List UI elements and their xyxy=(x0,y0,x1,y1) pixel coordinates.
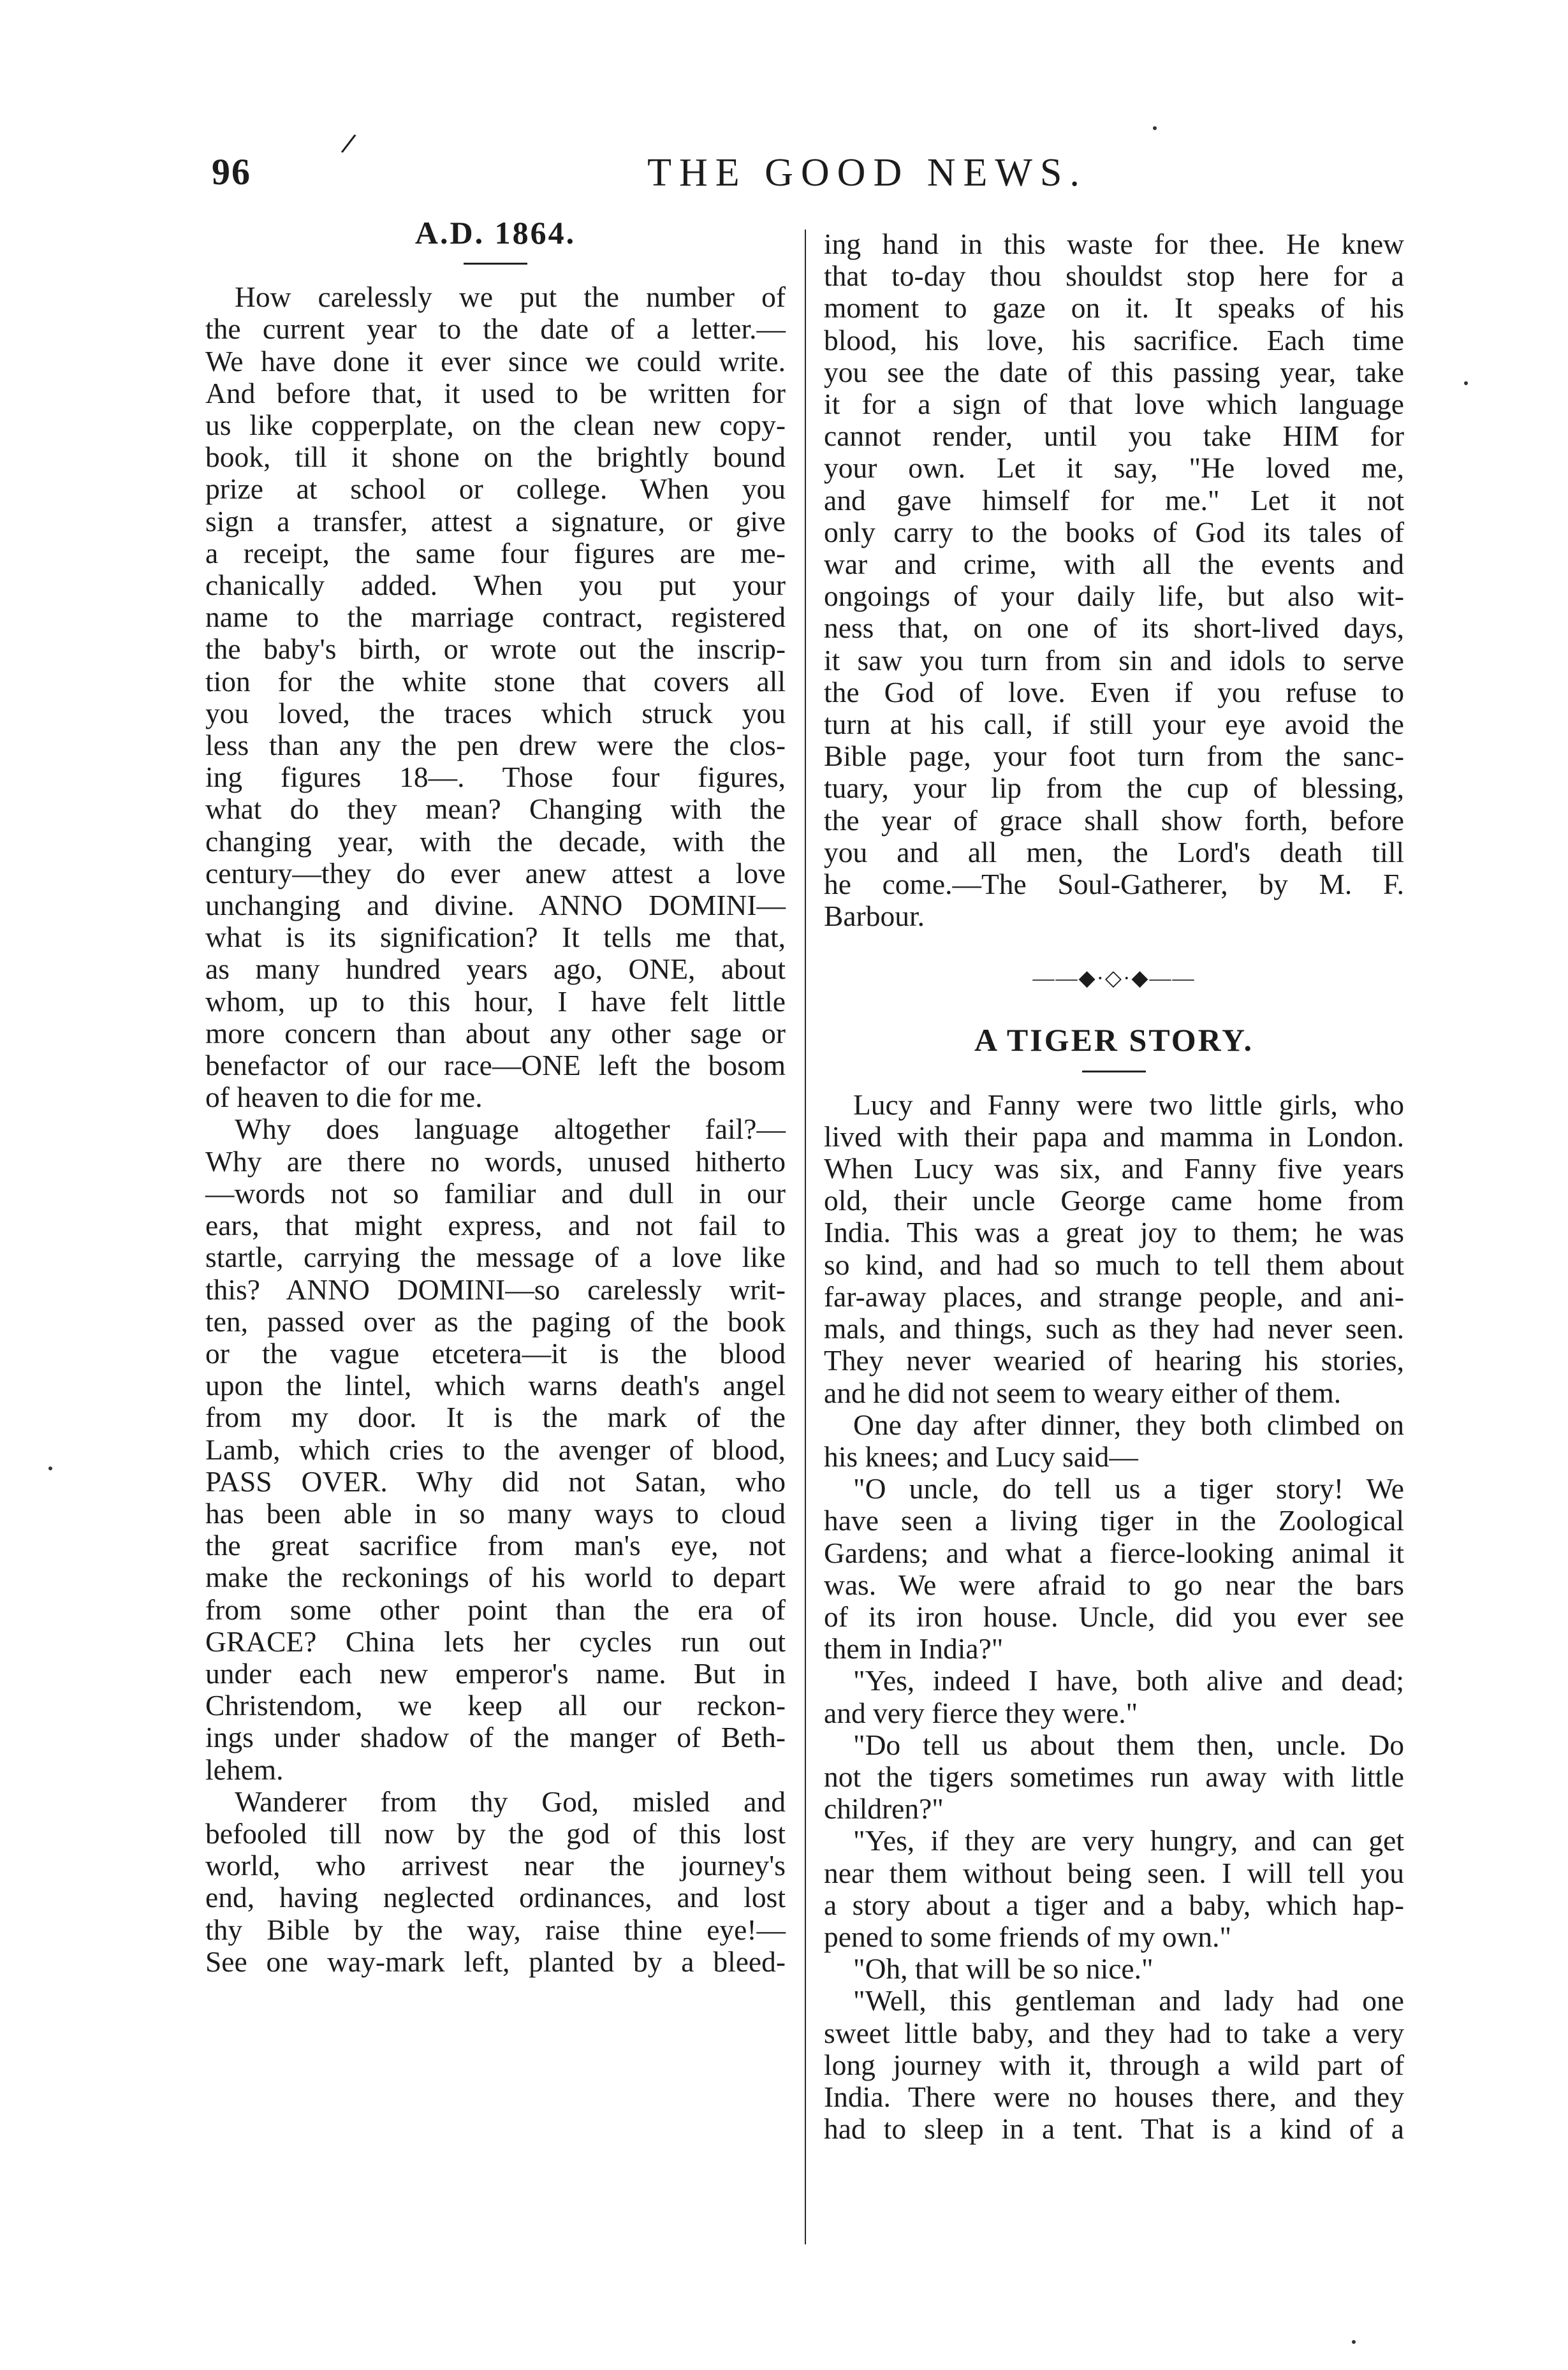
text-line: near them without being seen. I will tell you xyxy=(824,1856,1404,1889)
text-line: what is its signification? It tells me that, xyxy=(205,921,786,954)
text-line: mals, and things, such as they had never seen. xyxy=(824,1312,1404,1345)
section-ornament-icon: ——◆·◇·◆—— xyxy=(1032,967,1196,991)
text-line: old, their uncle George came home from xyxy=(824,1184,1404,1217)
text-line: blood, his love, his sacrifice. Each time xyxy=(824,323,1404,356)
text-line: your own. Let it say, "He loved me, xyxy=(824,451,1404,485)
text-line: "O uncle, do tell us a tiger story! We xyxy=(853,1472,1404,1505)
text-line: a story about a tiger and a baby, which hap- xyxy=(824,1888,1404,1921)
text-line: befooled till now by the god of this lost xyxy=(205,1817,786,1850)
text-line: it saw you turn from sin and idols to serve xyxy=(824,643,1404,677)
text-line: ness that, on one of its short-lived days, xyxy=(824,611,1404,645)
text-line: you loved, the traces which struck you xyxy=(205,696,786,729)
right-column xyxy=(824,228,1404,2145)
text-line: world, who arrivest near the journey's xyxy=(205,1849,786,1882)
article-body-tiger-story xyxy=(824,1089,1404,2146)
text-line: us like copperplate, on the clean new copy- xyxy=(205,409,786,442)
text-line: —words not so familiar and dull in our xyxy=(205,1176,786,1210)
text-line: sign a transfer, attest a signature, or give xyxy=(205,504,786,538)
text-line: of heaven to die for me. xyxy=(205,1081,483,1114)
page-header xyxy=(204,128,1447,201)
text-line: and gave himself for me." Let it not xyxy=(824,483,1404,516)
text-line: When Lucy was six, and Fanny five years xyxy=(824,1152,1404,1185)
text-line: ten, passed over as the paging of the book xyxy=(205,1305,786,1338)
text-line: the great sacrifice from man's eye, not xyxy=(205,1529,786,1562)
text-line: "Yes, if they are very hungry, and can get xyxy=(853,1824,1404,1857)
text-line: tuary, your lip from the cup of blessing, xyxy=(824,772,1404,805)
text-line: from my door. It is the mark of the xyxy=(205,1401,786,1434)
article-title-ad-1864: A.D. 1864. xyxy=(414,215,576,251)
article-body-ad-1864-continued xyxy=(824,228,1404,932)
article-title-tiger-story: A TIGER STORY. xyxy=(974,1022,1254,1058)
text-line: "Well, this gentleman and lady had one xyxy=(853,1984,1404,2017)
text-line: he come.—The Soul-Gatherer, by M. F. xyxy=(824,868,1404,901)
text-line: whom, up to this hour, I have felt little xyxy=(205,984,786,1018)
column-divider xyxy=(805,230,806,2244)
text-line: PASS OVER. Why did not Satan, who xyxy=(205,1465,786,1498)
text-line: startle, carrying the message of a love like xyxy=(205,1241,786,1274)
running-title: THE GOOD NEWS. xyxy=(647,151,1087,194)
text-line: under each new emperor's name. But in xyxy=(205,1657,786,1690)
text-line: pened to some friends of my own." xyxy=(824,1920,1232,1953)
ink-speck-icon xyxy=(48,1467,52,1470)
text-line: long journey with it, through a wild part of xyxy=(824,2048,1404,2081)
ink-speck-icon xyxy=(1352,2340,1356,2344)
text-line: moment to gaze on it. It speaks of his xyxy=(824,291,1404,325)
text-line: Barbour. xyxy=(824,900,925,933)
text-line: India. There were no houses there, and they xyxy=(824,2080,1404,2113)
text-line: And before that, it used to be written for xyxy=(205,376,786,409)
text-line: GRACE? China lets her cycles run out xyxy=(205,1625,786,1658)
text-line: Wanderer from thy God, misled and xyxy=(235,1785,786,1818)
text-line: unchanging and divine. ANNO DOMINI— xyxy=(205,889,786,922)
text-line: "Yes, indeed I have, both alive and dead; xyxy=(853,1664,1404,1697)
article-body-ad-1864 xyxy=(205,281,786,1978)
text-line: had to sleep in a tent. That is a kind of a xyxy=(824,2112,1404,2146)
text-line: cannot render, until you take HIM for xyxy=(824,420,1404,453)
title-rule xyxy=(1082,1071,1146,1072)
text-line: children?" xyxy=(824,1792,944,1825)
text-line: name to the marriage contract, registered xyxy=(205,601,786,634)
text-line: How carelessly we put the number of xyxy=(235,281,786,314)
text-line: a receipt, the same four figures are me- xyxy=(205,536,786,569)
text-line: more concern than about any other sage or xyxy=(205,1016,786,1050)
text-line: century—they do ever anew attest a love xyxy=(205,856,786,889)
text-line: benefactor of our race—ONE left the bosom xyxy=(205,1049,786,1082)
text-line: from some other point than the era of xyxy=(205,1593,786,1626)
text-line: Why are there no words, unused hitherto xyxy=(205,1145,786,1178)
text-line: Bible page, your foot turn from the sanc- xyxy=(824,740,1404,773)
text-line: See one way-mark left, planted by a bleed- xyxy=(205,1945,786,1978)
text-line: chanically added. When you put your xyxy=(205,569,786,602)
text-line: One day after dinner, they both climbed on xyxy=(853,1408,1404,1441)
text-line: the God of love. Even if you refuse to xyxy=(824,675,1404,708)
text-line: less than any the pen drew were the clos- xyxy=(205,729,786,762)
ink-speck-icon xyxy=(1153,126,1157,130)
text-line: ing hand in this waste for thee. He knew xyxy=(824,228,1404,260)
text-line: "Do tell us about them then, uncle. Do xyxy=(853,1728,1404,1761)
text-line: "Oh, that will be so nice." xyxy=(853,1952,1154,1986)
text-line: war and crime, with all the events and xyxy=(824,548,1404,581)
text-line: prize at school or college. When you xyxy=(205,472,786,506)
page-number: 96 xyxy=(212,151,251,193)
text-line: Lamb, which cries to the avenger of blood, xyxy=(205,1433,786,1466)
text-line: upon the lintel, which warns death's angel xyxy=(205,1369,786,1402)
text-line: have seen a living tiger in the Zoological xyxy=(824,1504,1404,1537)
text-line: Christendom, we keep all our reckon- xyxy=(205,1689,786,1722)
text-line: them in India?" xyxy=(824,1632,1004,1665)
text-line: lehem. xyxy=(205,1753,284,1786)
text-line: tion for the white stone that covers all xyxy=(205,664,786,698)
text-line: of its iron house. Uncle, did you ever see xyxy=(824,1600,1404,1633)
ink-speck-icon xyxy=(1464,381,1468,385)
text-line: sweet little baby, and they had to take a very xyxy=(824,2016,1404,2049)
text-line: the year of grace shall show forth, before xyxy=(824,803,1404,837)
text-line: his knees; and Lucy said— xyxy=(824,1440,1138,1473)
text-line: you see the date of this passing year, take xyxy=(824,355,1404,388)
text-line: We have done it ever since we could write. xyxy=(205,344,786,377)
text-line: India. This was a great joy to them; he was xyxy=(824,1216,1404,1249)
text-line: ing figures 18—. Those four figures, xyxy=(205,761,786,794)
text-line: as many hundred years ago, ONE, about xyxy=(205,953,786,986)
ink-mark-icon: / xyxy=(339,128,358,159)
text-line: only carry to the books of God its tales of xyxy=(824,515,1404,548)
text-line: Why does language altogether fail?— xyxy=(235,1113,786,1146)
text-line: and very fierce they were." xyxy=(824,1696,1138,1729)
text-line: that to-day thou shouldst stop here for a xyxy=(824,260,1404,293)
text-line: not the tigers sometimes run away with little xyxy=(824,1760,1404,1793)
text-line: thy Bible by the way, raise thine eye!— xyxy=(205,1913,786,1946)
text-line: lived with their papa and mamma in London. xyxy=(824,1120,1404,1153)
text-line: it for a sign of that love which language xyxy=(824,388,1404,421)
text-line: you and all men, the Lord's death till xyxy=(824,835,1404,868)
text-line: the current year to the date of a letter.— xyxy=(205,312,786,346)
text-line: ears, that might express, and not fail to xyxy=(205,1209,786,1242)
text-line: turn at his call, if still your eye avoid the xyxy=(824,708,1404,741)
text-line: end, having neglected ordinances, and lost xyxy=(205,1881,786,1914)
text-line: Lucy and Fanny were two little girls, who xyxy=(853,1088,1404,1121)
title-rule xyxy=(464,263,527,265)
text-line: or the vague etcetera—it is the blood xyxy=(205,1336,786,1370)
text-line: Gardens; and what a fierce-looking animal it xyxy=(824,1536,1404,1569)
text-line: changing year, with the decade, with the xyxy=(205,824,786,858)
text-line: so kind, and had so much to tell them about xyxy=(824,1248,1404,1281)
text-line: what do they mean? Changing with the xyxy=(205,793,786,826)
text-line: book, till it shone on the brightly bound xyxy=(205,441,786,474)
text-line: was. We were afraid to go near the bars xyxy=(824,1568,1404,1601)
text-line: ongoings of your daily life, but also wit- xyxy=(824,580,1404,613)
text-line: They never wearied of hearing his stories, xyxy=(824,1344,1404,1377)
text-line: this? ANNO DOMINI—so carelessly writ- xyxy=(205,1273,786,1306)
left-column xyxy=(205,217,786,1978)
text-line: far-away places, and strange people, and ani- xyxy=(824,1280,1404,1313)
text-line: the baby's birth, or wrote out the inscrip- xyxy=(205,633,786,666)
text-line: has been able in so many ways to cloud xyxy=(205,1496,786,1530)
text-line: ings under shadow of the manger of Beth- xyxy=(205,1721,786,1754)
text-line: make the reckonings of his world to depart xyxy=(205,1561,786,1594)
text-line: and he did not seem to weary either of them. xyxy=(824,1376,1342,1409)
